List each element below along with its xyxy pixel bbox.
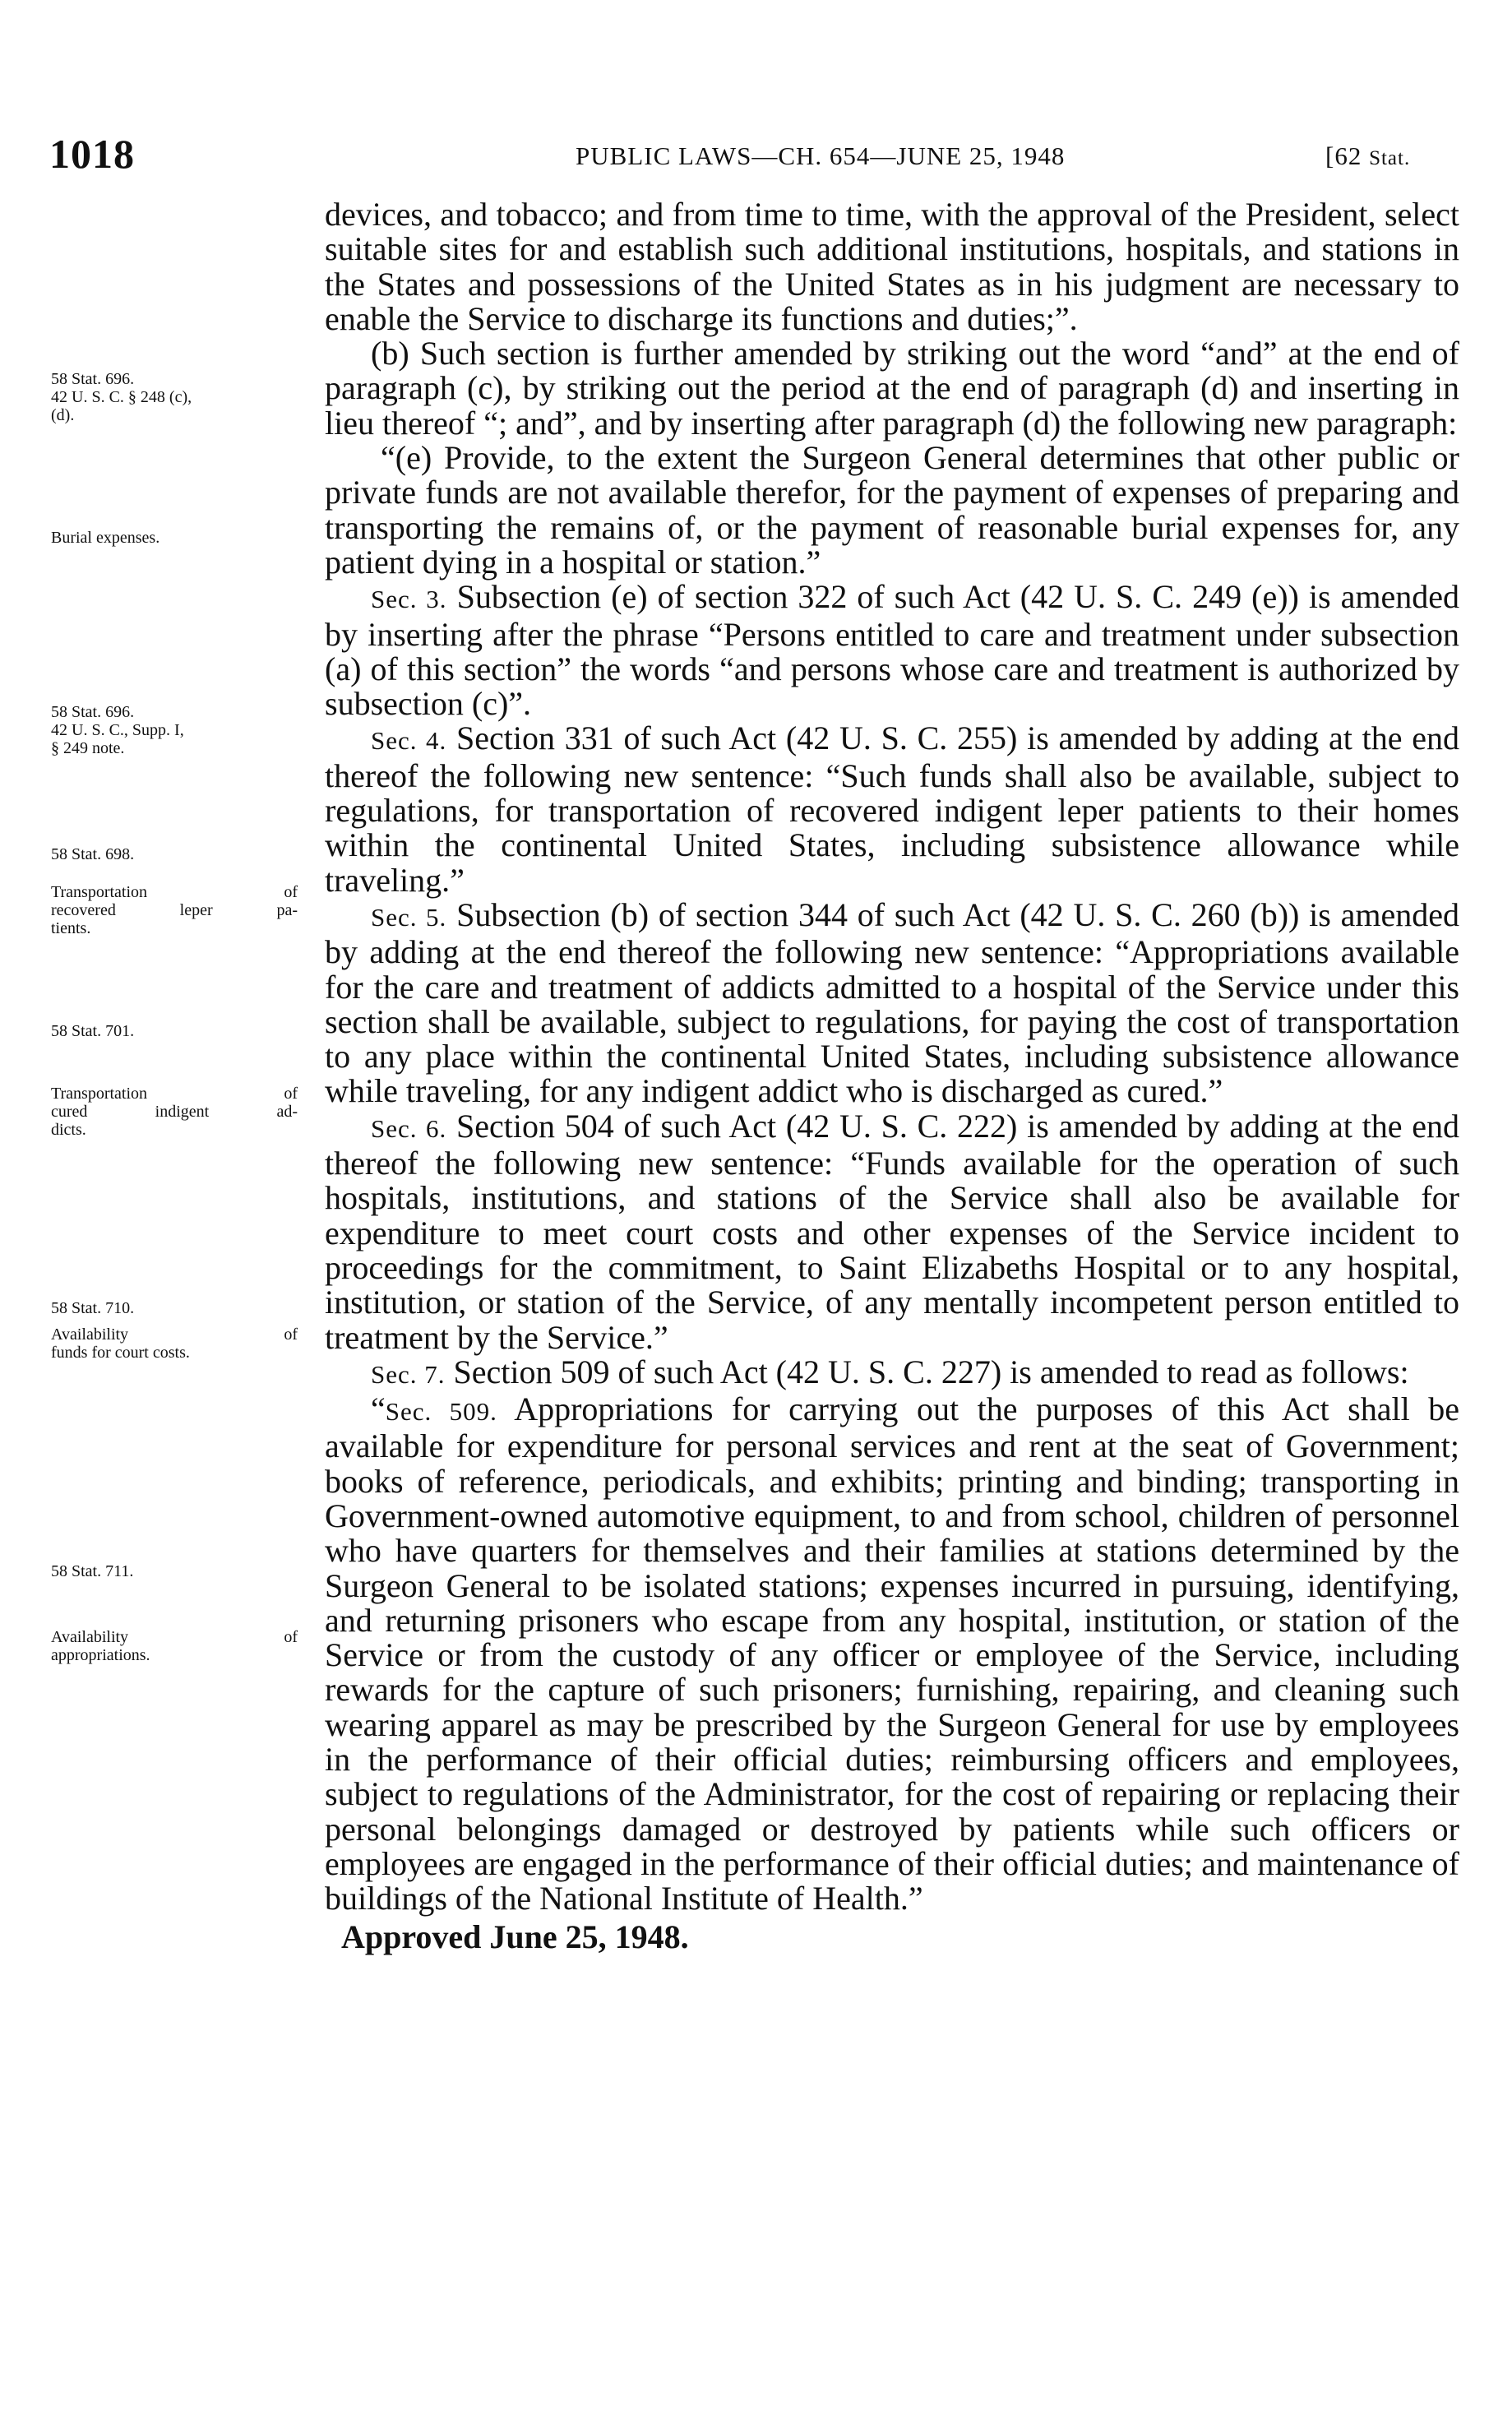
margin-note-court-costs	[51, 1299, 298, 1362]
section-label: Sec. 509.	[385, 1397, 497, 1427]
running-head: PUBLIC LAWS—CH. 654—JUNE 25, 1948	[576, 141, 1066, 170]
section-label: Sec. 3.	[371, 585, 447, 614]
margin-cite: 42 U. S. C., Supp. I,	[51, 721, 184, 739]
approval-line: Approved June 25, 1948.	[341, 1917, 689, 1955]
section-label: Sec. 6.	[371, 1113, 447, 1143]
margin-cite: 58 Stat. 696.	[51, 370, 135, 388]
section-7	[325, 1355, 1459, 1392]
section-text: Section 504 of such Act (42 U. S. C. 222) is amended by adding at the end thereof the following new sentence: “Funds available for the operation of such hospitals, institutions, and stations of the Service shall also be available for expenditure to meet court costs and other expenses of the Service incident to proceedings for the commitment, to Saint Elizabeths Hospital or to any hospital, institution, or station of the Service, of any mentally incompetent person entitled to treatment by the Service.”	[325, 1107, 1460, 1356]
section-text: Section 331 of such Act (42 U. S. C. 255) is amended by adding at the end thereof the following new sentence: “Such funds shall also be available, subject to regulations, for transportation of recovered indigent leper patients to their homes within the continental United States, including subsistence allowance while traveling.”	[325, 719, 1460, 899]
section-text: Section 509 of such Act (42 U. S. C. 227) is amended to read as follows:	[445, 1353, 1409, 1390]
margin-topic: Transportation of	[51, 883, 298, 901]
margin-note-indigent-addicts	[51, 1022, 298, 1139]
margin-cite: (d).	[51, 406, 75, 424]
paragraph-new-e: “(e) Provide, to the extent the Surgeon General determines that other public or private funds are not available therefor, for the payment of expenses of preparing and transporting the remains of, or the payment of reasonable burial expenses for, any patient dying in a hospital or station.”	[325, 439, 1459, 581]
margin-cite: 58 Stat. 701.	[51, 1022, 135, 1040]
section-label: Sec. 7.	[371, 1359, 446, 1389]
margin-note-leper-patients	[51, 845, 298, 937]
volume-abbrev: Stat.	[1369, 147, 1411, 169]
paragraph-subsection-b: (b) Such section is further amended by striking out the word “and” at the end of paragraph (c), by striking out the period at the end of paragraph (d) and inserting in lieu thereof “; and”, and by inserting after paragraph (d) the following new paragraph:	[325, 335, 1459, 442]
section-6	[325, 1109, 1459, 1355]
section-text: Subsection (e) of section 322 of such Act (42 U. S. C. 249 (e)) is amended by inserting after the phrase “Persons entitled to care and treatment under subsection (a) of this section” the words “and persons whose care and treatment is authorized by subsection (c)”.	[325, 578, 1459, 723]
volume-bracket: [62	[1325, 141, 1370, 170]
margin-topic: tients.	[51, 919, 91, 937]
volume-reference	[1325, 141, 1410, 171]
page-header	[0, 130, 1512, 179]
margin-cite: § 249 note.	[51, 739, 125, 757]
statute-text	[325, 197, 1459, 1954]
section-text: Subsection (b) of section 344 of such Act (42 U. S. C. 260 (b)) is amended by adding at the end thereof the following new sentence: “Appropriations available for the care and treatment of addicts admitted to a hospital of the Service under this section shall be available, subject to regulations, for paying the cost of transportation to any place within the continental United States, including subsistence allowance while traveling, for any indigent addict who is discharged as cured.”	[325, 895, 1459, 1110]
section-label: Sec. 4.	[371, 726, 447, 756]
margin-topic: cured indigent ad-	[51, 1103, 298, 1121]
margin-note-citation-1	[51, 370, 298, 424]
section-4	[325, 721, 1459, 897]
margin-topic: Burial expenses.	[51, 529, 160, 547]
margin-cite: 58 Stat. 710.	[51, 1299, 135, 1317]
margin-cite: 58 Stat. 711.	[51, 1562, 134, 1580]
section-3	[325, 580, 1459, 721]
margin-topic: appropriations.	[51, 1646, 150, 1664]
margin-topic: recovered leper pa-	[51, 901, 298, 919]
section-text: Appropriations for carrying out the purposes of this Act shall be available for expenditure for personal services and rent at the seat of Government; books of reference, periodicals, and exhibits; printing and binding; transporting in Government-owned automotive equipment, to and from school, children of personnel who have quarters for themselves and their families at stations determined by the Surgeon General to be isolated stations; expenses incurred in pursuing, identifying, and returning prisoners who escape from any hospital, institution, or station of the Service or from the custody of any officer or employee of the Service, including rewards for the capture of such prisoners; furnishing, repairing, and cleaning such wearing apparel as may be prescribed by the Surgeon General for use by employees in the performance of their official duties; reimbursing officers and employees, subject to regulations of the Administrator, for the cost of repairing or replacing their personal belongings damaged or destroyed by patients while such officers or employees are engaged in the performance of their official duties; and maintenance of buildings of the National Institute of Health.”	[325, 1390, 1460, 1917]
margin-topic: funds for court costs.	[51, 1344, 190, 1362]
open-quote: “	[371, 1390, 386, 1428]
margin-note-burial-expenses	[51, 529, 298, 547]
margin-cite: 58 Stat. 698.	[51, 845, 135, 863]
margin-note-appropriations	[51, 1628, 298, 1664]
margin-note-citation-3	[51, 703, 298, 757]
margin-note-citation-7	[51, 1562, 298, 1580]
page-number: 1018	[49, 131, 135, 177]
section-label: Sec. 5.	[371, 902, 447, 932]
margin-topic: Availability of	[51, 1325, 298, 1344]
margin-cite: 42 U. S. C. § 248 (c),	[51, 388, 192, 406]
margin-topic: Transportation of	[51, 1085, 298, 1103]
margin-topic: dicts.	[51, 1121, 86, 1139]
section-5	[325, 895, 1459, 1110]
paragraph-continuation: devices, and tobacco; and from time to time, with the approval of the President, select suitable sites for and establish such additional institutions, hospitals, and stations in the States and possessions of the United States as in his judgment are necessary to enable the Service to discharge its functions and duties;”.	[325, 196, 1459, 337]
margin-cite: 58 Stat. 696.	[51, 703, 135, 721]
margin-topic: Availability of	[51, 1628, 298, 1646]
section-509	[325, 1392, 1459, 1916]
